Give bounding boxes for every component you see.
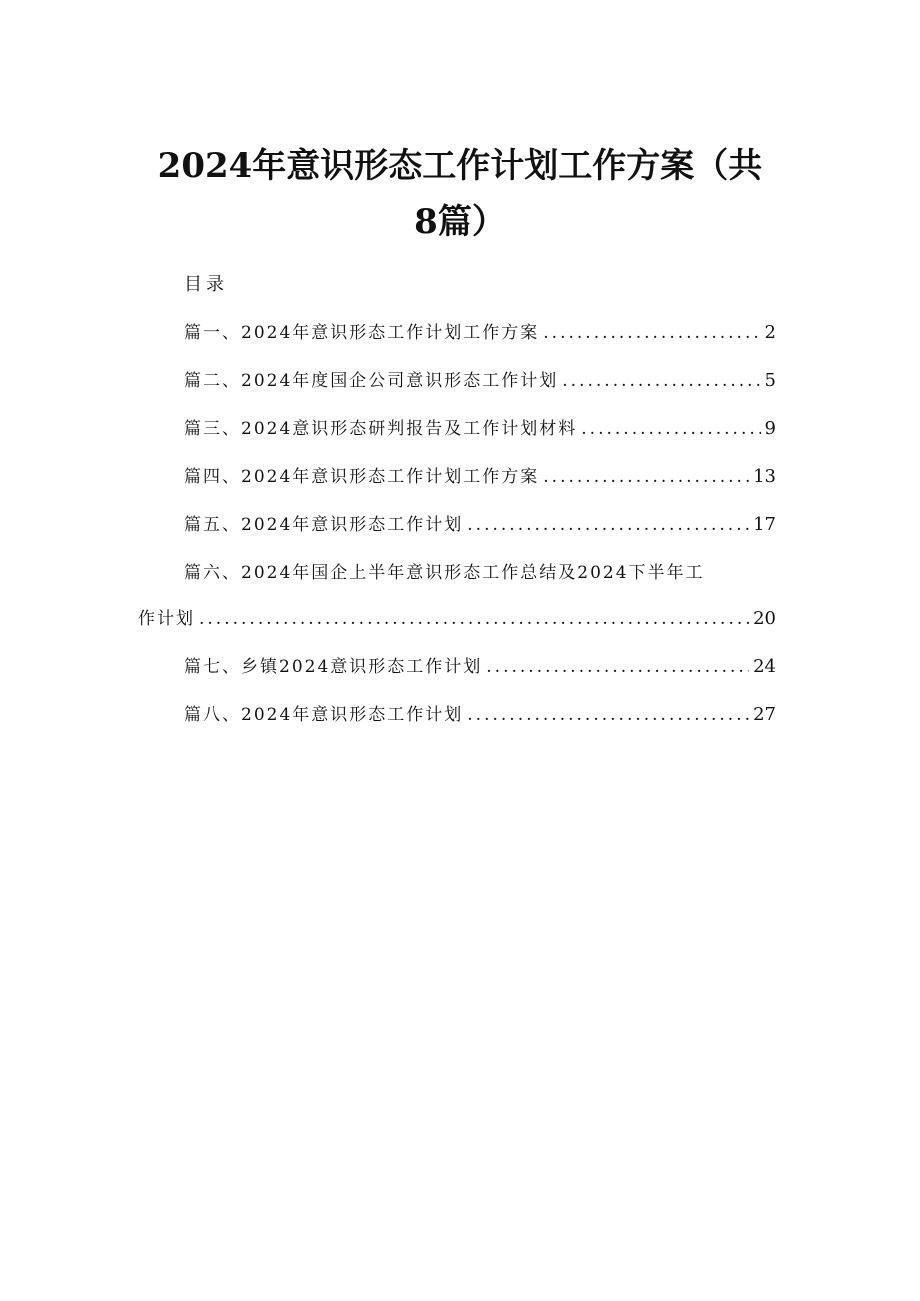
toc-leader-dots (467, 515, 749, 535)
toc-heading: 目录 (184, 274, 228, 295)
toc-entry-6-line1[interactable]: 篇六、2024年国企上半年意识形态工作总结及2024下半年工 (184, 563, 705, 583)
toc-entry-page: 9 (764, 418, 776, 439)
toc-entry-1[interactable] (184, 318, 776, 344)
toc-entry-page: 24 (753, 656, 776, 677)
toc-leader-dots (199, 609, 749, 629)
toc-entry-label: 篇二、2024年度国企公司意识形态工作计划 (184, 371, 559, 391)
toc-entry-2[interactable] (184, 366, 776, 392)
document-title: 2024年意识形态工作计划工作方案（共8篇） (157, 146, 763, 242)
toc-entry-page: 5 (764, 370, 776, 391)
toc-entry-page: 17 (753, 514, 776, 535)
toc-entry-6-line2[interactable] (138, 604, 776, 630)
toc-entry-8[interactable] (184, 700, 776, 726)
toc-leader-dots (543, 467, 749, 487)
toc-entry-label: 篇三、2024意识形态研判报告及工作计划材料 (184, 419, 578, 439)
toc-entry-page: 13 (753, 466, 776, 487)
toc-entry-page: 27 (753, 704, 776, 725)
toc-entry-label: 篇四、2024年意识形态工作计划工作方案 (184, 467, 540, 487)
toc-entry-page: 20 (753, 608, 776, 629)
toc-leader-dots (562, 371, 760, 391)
toc-entry-label: 篇一、2024年意识形态工作计划工作方案 (184, 323, 540, 343)
toc-entry-label: 篇八、2024年意识形态工作计划 (184, 705, 464, 725)
toc-entry-4[interactable] (184, 462, 776, 488)
toc-entry-5[interactable] (184, 510, 776, 536)
toc-entry-page: 2 (764, 322, 776, 343)
toc-entry-label: 篇五、2024年意识形态工作计划 (184, 515, 464, 535)
toc-leader-dots (467, 705, 749, 725)
toc-leader-dots (581, 419, 760, 439)
toc-leader-dots (543, 323, 760, 343)
toc-leader-dots (486, 657, 749, 677)
toc-entry-3[interactable] (184, 414, 776, 440)
toc-entry-7[interactable] (184, 652, 776, 678)
toc-entry-label: 作计划 (138, 609, 195, 629)
toc-entry-label: 篇七、乡镇2024意识形态工作计划 (184, 657, 483, 677)
